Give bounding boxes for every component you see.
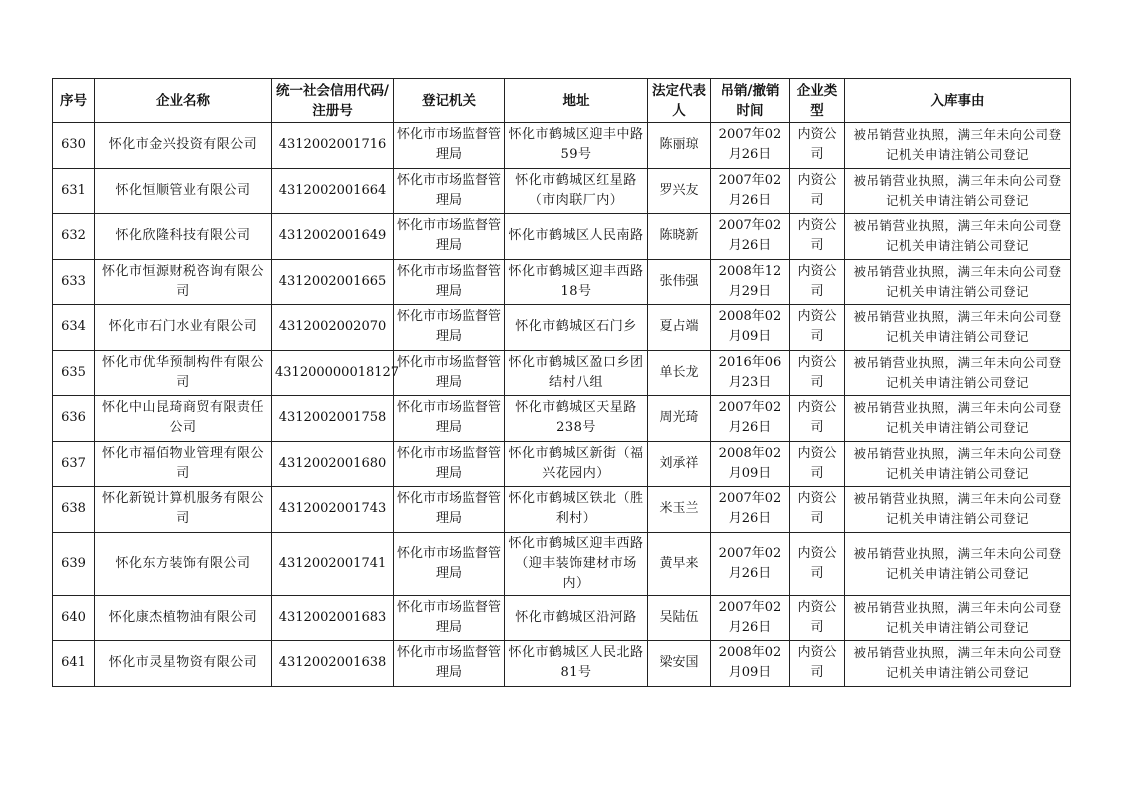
enterprise-name: 怀化东方装饰有限公司 <box>95 532 272 595</box>
address: 怀化市鹤城区迎丰中路59号 <box>505 123 648 169</box>
enterprise-type: 内资公司 <box>790 487 845 533</box>
header-cell: 企业类型 <box>790 79 845 123</box>
table-row <box>53 259 1071 305</box>
address: 怀化市鹤城区盈口乡团结村八组 <box>505 350 648 396</box>
table-row <box>53 595 1071 641</box>
legal-representative: 刘承祥 <box>648 441 711 487</box>
registration-authority: 怀化市市场监督管理局 <box>394 305 505 351</box>
listing-reason: 被吊销营业执照，满三年未向公司登记机关申请注销公司登记 <box>845 396 1071 442</box>
credit-code: 4312002002070 <box>272 305 394 351</box>
listing-reason: 被吊销营业执照，满三年未向公司登记机关申请注销公司登记 <box>845 350 1071 396</box>
address: 怀化市鹤城区铁北（胜利村） <box>505 487 648 533</box>
table-row <box>53 396 1071 442</box>
credit-code: 4312002001680 <box>272 441 394 487</box>
legal-representative: 陈丽琼 <box>648 123 711 169</box>
credit-code: 4312002001741 <box>272 532 394 595</box>
listing-reason: 被吊销营业执照，满三年未向公司登记机关申请注销公司登记 <box>845 487 1071 533</box>
address: 怀化市鹤城区沿河路 <box>505 595 648 641</box>
enterprise-type: 内资公司 <box>790 259 845 305</box>
legal-representative: 吴陆伍 <box>648 595 711 641</box>
header-cell: 登记机关 <box>394 79 505 123</box>
enterprise-type: 内资公司 <box>790 532 845 595</box>
enterprise-type: 内资公司 <box>790 441 845 487</box>
listing-reason: 被吊销营业执照，满三年未向公司登记机关申请注销公司登记 <box>845 214 1071 260</box>
enterprise-type: 内资公司 <box>790 214 845 260</box>
revocation-time: 2007年02月26日 <box>711 487 790 533</box>
registration-authority: 怀化市市场监督管理局 <box>394 595 505 641</box>
enterprise-name: 怀化市灵星物资有限公司 <box>95 641 272 687</box>
credit-code: 4312002001716 <box>272 123 394 169</box>
credit-code: 4312002001743 <box>272 487 394 533</box>
registration-authority: 怀化市市场监督管理局 <box>394 214 505 260</box>
row-number: 640 <box>53 595 95 641</box>
row-number: 630 <box>53 123 95 169</box>
row-number: 631 <box>53 168 95 214</box>
registration-authority: 怀化市市场监督管理局 <box>394 168 505 214</box>
enterprise-name: 怀化市福佰物业管理有限公司 <box>95 441 272 487</box>
enterprise-name: 怀化市金兴投资有限公司 <box>95 123 272 169</box>
legal-representative: 米玉兰 <box>648 487 711 533</box>
enterprise-name: 怀化恒顺管业有限公司 <box>95 168 272 214</box>
table-row <box>53 532 1071 595</box>
enterprise-type: 内资公司 <box>790 350 845 396</box>
revocation-time: 2008年12月29日 <box>711 259 790 305</box>
address: 怀化市鹤城区天星路238号 <box>505 396 648 442</box>
enterprise-type: 内资公司 <box>790 641 845 687</box>
registration-authority: 怀化市市场监督管理局 <box>394 487 505 533</box>
enterprise-type: 内资公司 <box>790 305 845 351</box>
listing-reason: 被吊销营业执照，满三年未向公司登记机关申请注销公司登记 <box>845 532 1071 595</box>
header-cell: 法定代表人 <box>648 79 711 123</box>
legal-representative: 罗兴友 <box>648 168 711 214</box>
enterprise-name: 怀化市恒源财税咨询有限公司 <box>95 259 272 305</box>
registration-authority: 怀化市市场监督管理局 <box>394 441 505 487</box>
header-cell: 企业名称 <box>95 79 272 123</box>
legal-representative: 周光琦 <box>648 396 711 442</box>
revocation-time: 2008年02月09日 <box>711 305 790 351</box>
credit-code: 4312002001665 <box>272 259 394 305</box>
address: 怀化市鹤城区新街（福兴花园内） <box>505 441 648 487</box>
revocation-time: 2016年06月23日 <box>711 350 790 396</box>
address: 怀化市鹤城区红星路（市肉联厂内） <box>505 168 648 214</box>
enterprise-name: 怀化市石门水业有限公司 <box>95 305 272 351</box>
table-header-row <box>53 79 1071 123</box>
legal-representative: 单长龙 <box>648 350 711 396</box>
enterprise-type: 内资公司 <box>790 168 845 214</box>
legal-representative: 张伟强 <box>648 259 711 305</box>
row-number: 634 <box>53 305 95 351</box>
address: 怀化市鹤城区迎丰西路18号 <box>505 259 648 305</box>
revocation-time: 2008年02月09日 <box>711 441 790 487</box>
row-number: 641 <box>53 641 95 687</box>
registration-authority: 怀化市市场监督管理局 <box>394 641 505 687</box>
registration-authority: 怀化市市场监督管理局 <box>394 259 505 305</box>
revoked-enterprise-table <box>52 78 1071 687</box>
listing-reason: 被吊销营业执照，满三年未向公司登记机关申请注销公司登记 <box>845 168 1071 214</box>
revocation-time: 2007年02月26日 <box>711 214 790 260</box>
header-cell: 序号 <box>53 79 95 123</box>
table-row <box>53 214 1071 260</box>
row-number: 637 <box>53 441 95 487</box>
credit-code: 431200000018127 <box>272 350 394 396</box>
credit-code: 4312002001664 <box>272 168 394 214</box>
revocation-time: 2007年02月26日 <box>711 532 790 595</box>
row-number: 636 <box>53 396 95 442</box>
row-number: 639 <box>53 532 95 595</box>
table-row <box>53 350 1071 396</box>
listing-reason: 被吊销营业执照，满三年未向公司登记机关申请注销公司登记 <box>845 123 1071 169</box>
address: 怀化市鹤城区人民南路 <box>505 214 648 260</box>
revocation-time: 2007年02月26日 <box>711 168 790 214</box>
header-cell: 吊销/撤销时间 <box>711 79 790 123</box>
registration-authority: 怀化市市场监督管理局 <box>394 396 505 442</box>
revocation-time: 2008年02月09日 <box>711 641 790 687</box>
row-number: 638 <box>53 487 95 533</box>
listing-reason: 被吊销营业执照，满三年未向公司登记机关申请注销公司登记 <box>845 259 1071 305</box>
listing-reason: 被吊销营业执照，满三年未向公司登记机关申请注销公司登记 <box>845 441 1071 487</box>
enterprise-name: 怀化市优华预制构件有限公司 <box>95 350 272 396</box>
table-row <box>53 123 1071 169</box>
credit-code: 4312002001638 <box>272 641 394 687</box>
enterprise-type: 内资公司 <box>790 595 845 641</box>
legal-representative: 陈晓新 <box>648 214 711 260</box>
table-row <box>53 441 1071 487</box>
address: 怀化市鹤城区人民北路81号 <box>505 641 648 687</box>
row-number: 635 <box>53 350 95 396</box>
table-row <box>53 305 1071 351</box>
table-row <box>53 487 1071 533</box>
listing-reason: 被吊销营业执照，满三年未向公司登记机关申请注销公司登记 <box>845 641 1071 687</box>
table-row <box>53 168 1071 214</box>
enterprise-name: 怀化新锐计算机服务有限公司 <box>95 487 272 533</box>
listing-reason: 被吊销营业执照，满三年未向公司登记机关申请注销公司登记 <box>845 305 1071 351</box>
address: 怀化市鹤城区迎丰西路（迎丰装饰建材市场内） <box>505 532 648 595</box>
credit-code: 4312002001683 <box>272 595 394 641</box>
revocation-time: 2007年02月26日 <box>711 396 790 442</box>
legal-representative: 夏占端 <box>648 305 711 351</box>
enterprise-name: 怀化欣隆科技有限公司 <box>95 214 272 260</box>
legal-representative: 梁安国 <box>648 641 711 687</box>
address: 怀化市鹤城区石门乡 <box>505 305 648 351</box>
row-number: 632 <box>53 214 95 260</box>
credit-code: 4312002001649 <box>272 214 394 260</box>
enterprise-name: 怀化康杰植物油有限公司 <box>95 595 272 641</box>
revocation-time: 2007年02月26日 <box>711 595 790 641</box>
listing-reason: 被吊销营业执照，满三年未向公司登记机关申请注销公司登记 <box>845 595 1071 641</box>
header-cell: 统一社会信用代码/注册号 <box>272 79 394 123</box>
row-number: 633 <box>53 259 95 305</box>
enterprise-name: 怀化中山昆琦商贸有限责任公司 <box>95 396 272 442</box>
registration-authority: 怀化市市场监督管理局 <box>394 123 505 169</box>
credit-code: 4312002001758 <box>272 396 394 442</box>
registration-authority: 怀化市市场监督管理局 <box>394 350 505 396</box>
revocation-time: 2007年02月26日 <box>711 123 790 169</box>
header-cell: 地址 <box>505 79 648 123</box>
legal-representative: 黄早来 <box>648 532 711 595</box>
enterprise-type: 内资公司 <box>790 123 845 169</box>
header-cell: 入库事由 <box>845 79 1071 123</box>
table-row <box>53 641 1071 687</box>
registration-authority: 怀化市市场监督管理局 <box>394 532 505 595</box>
document-page <box>52 78 1070 687</box>
enterprise-type: 内资公司 <box>790 396 845 442</box>
